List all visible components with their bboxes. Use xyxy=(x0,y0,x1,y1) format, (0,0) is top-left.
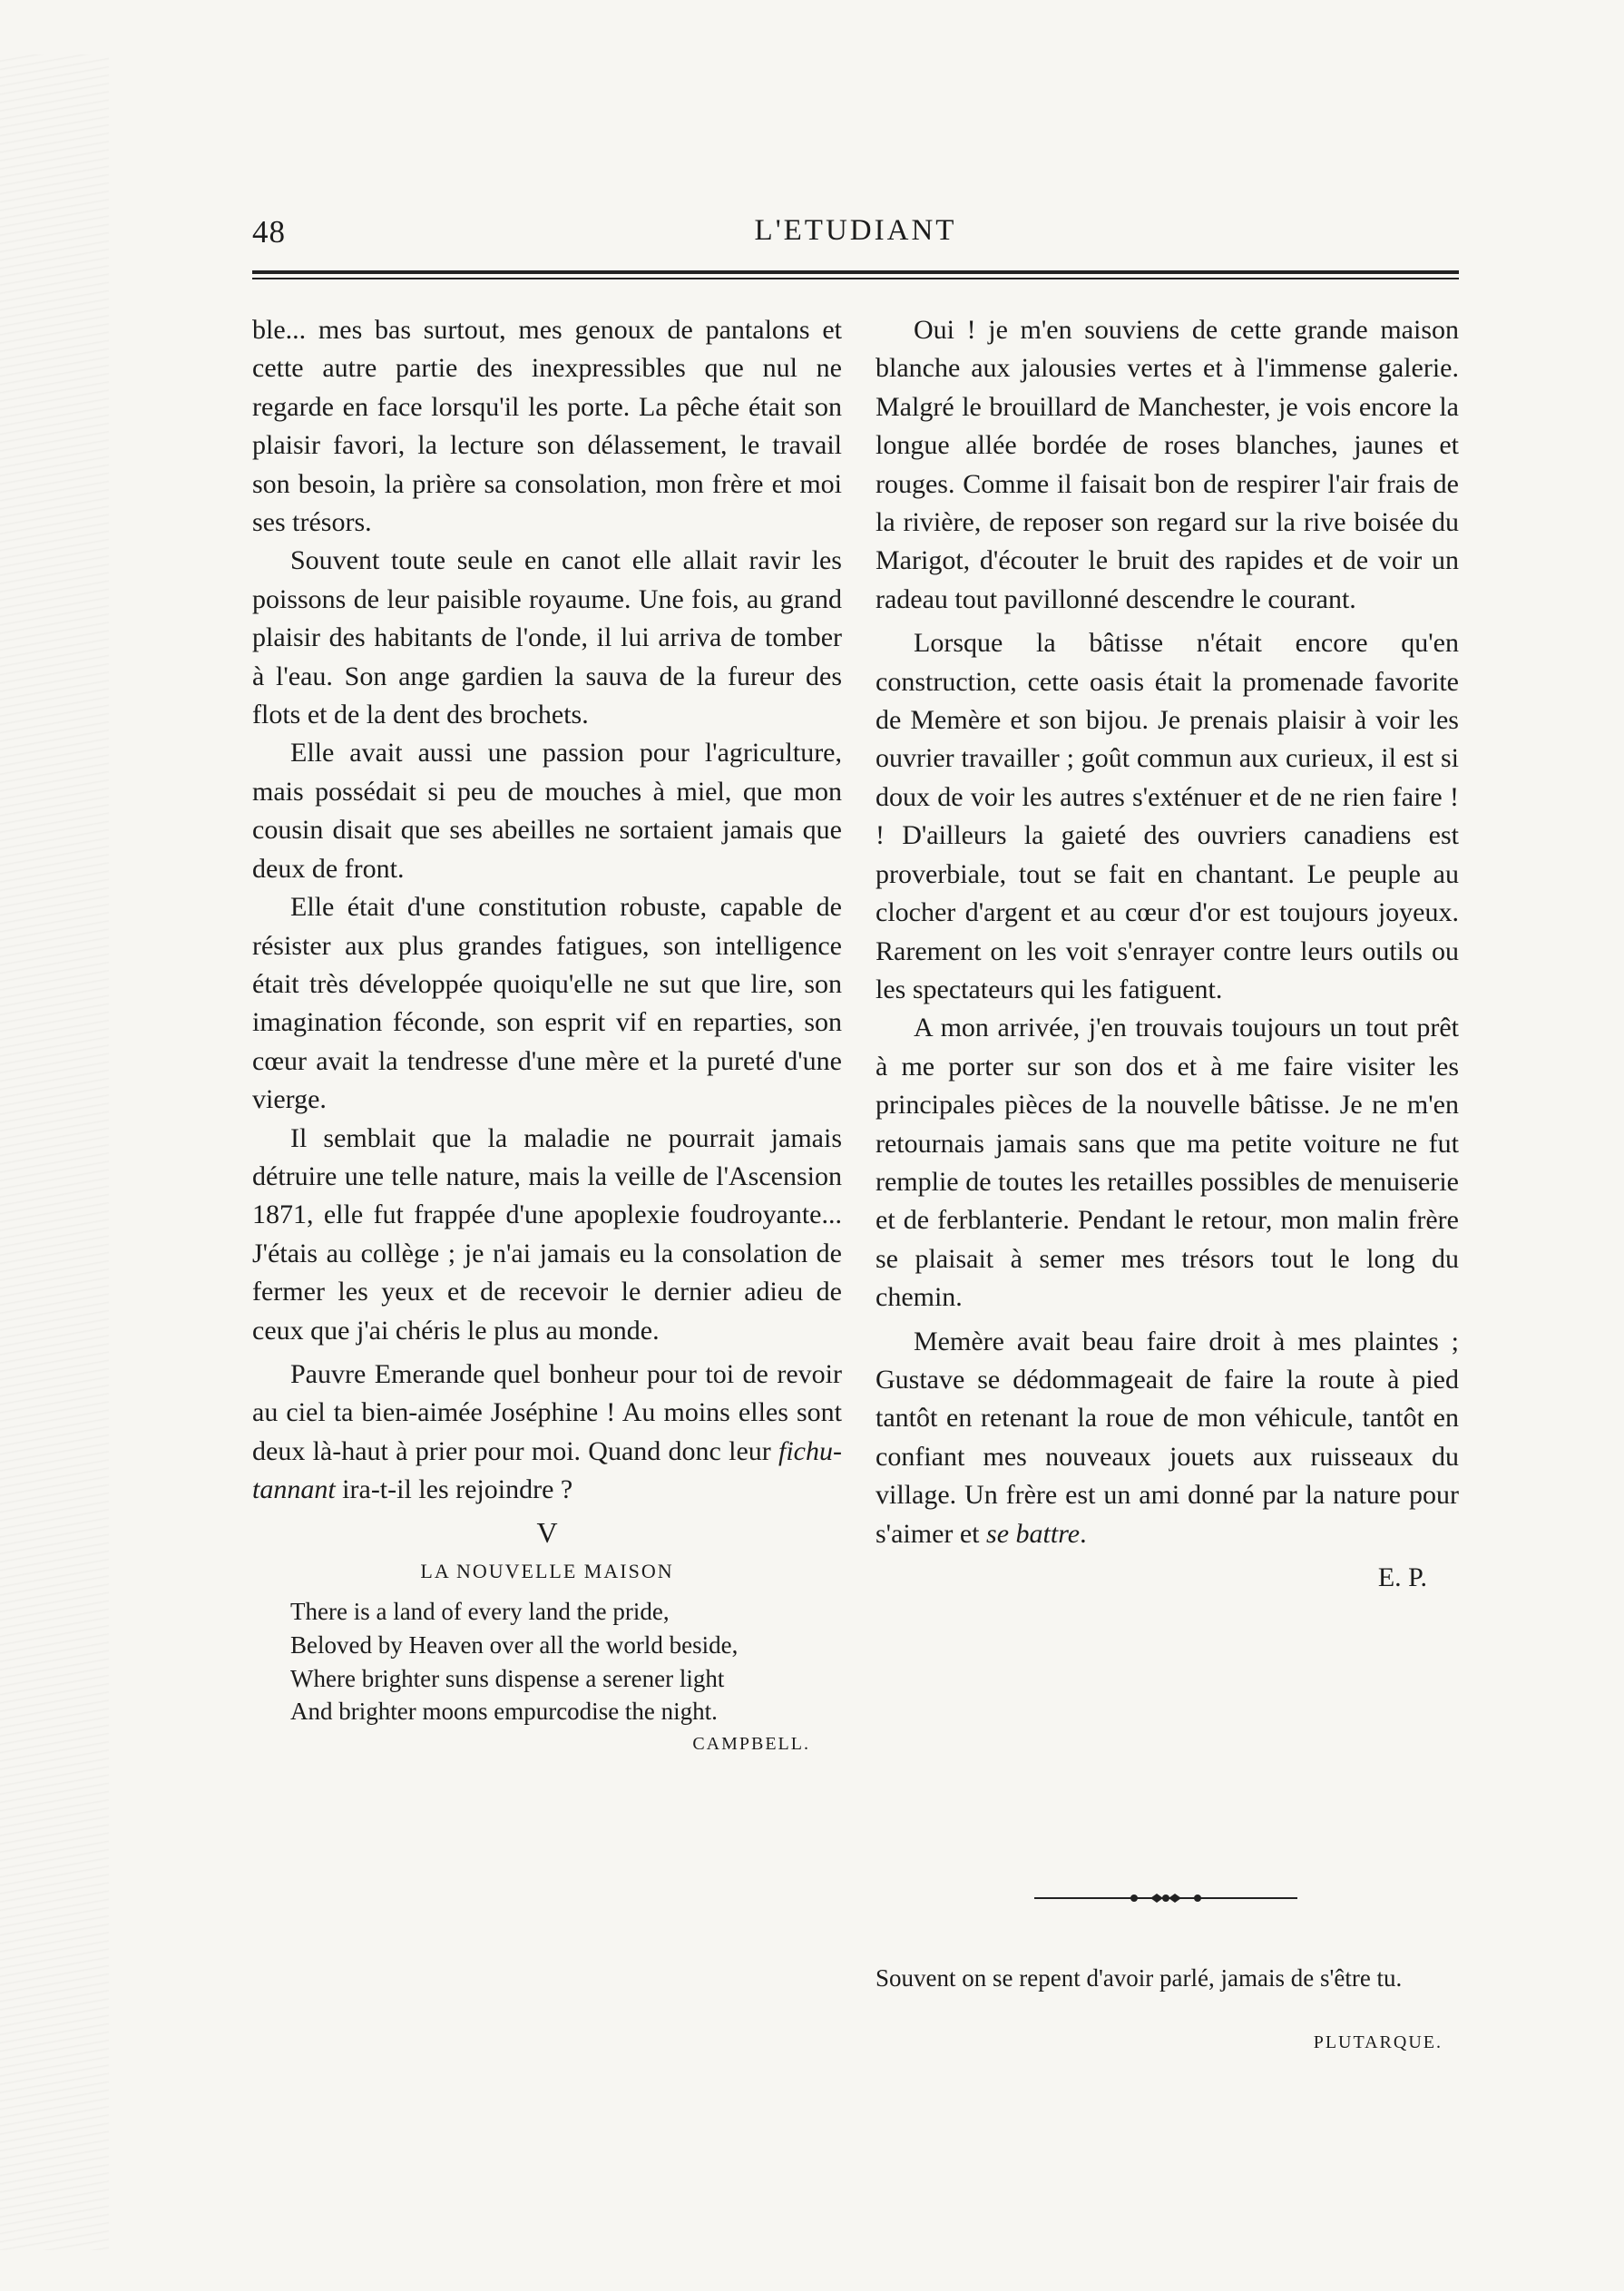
scan-noise-margin xyxy=(0,54,109,2250)
author-signature: E. P. xyxy=(1377,1562,1427,1592)
left-column xyxy=(252,311,842,1759)
paragraph-text: ira-t-il les rejoindre ? xyxy=(335,1474,573,1505)
header-rule-thick xyxy=(252,270,1459,274)
paragraph: Souvent toute seule en canot elle allait ravir les poissons de leur paisible royaume. Une fois, au grand plaisir des habitants de l'onde, il lui arriva de tomber à l'eau. Son ange gardien la sauva de la fureur des flots et de la dent des brochets. xyxy=(252,545,842,730)
italic-phrase: se battre xyxy=(986,1518,1081,1549)
epigraph-poem xyxy=(252,1595,842,1728)
poem-line: Beloved by Heaven over all the world beside, xyxy=(290,1630,739,1659)
paragraph-text: Pauvre Emerande quel bonheur pour toi de revoir au ciel ta bien-aimée Joséphine ! Au moins elles sont deux là-haut à prier pour moi. Quand donc leur xyxy=(252,1358,842,1466)
closing-quote: Souvent on se repent d'avoir parlé, jamais de s'être tu. xyxy=(876,1964,1403,1992)
ornament-divider xyxy=(1034,1889,1297,1907)
page-number: 48 xyxy=(252,214,286,250)
right-column xyxy=(876,311,1459,1597)
paragraph xyxy=(252,1356,842,1510)
journal-title: L'ETUDIANT xyxy=(754,214,957,247)
paragraph: Elle avait aussi une passion pour l'agriculture, mais possédait si peu de mouches à miel, que mon cousin disait que ses abeilles ne sortaient jamais que deux de front. xyxy=(252,738,842,884)
poem-author: CAMPBELL. xyxy=(692,1734,810,1755)
paragraph: Lorsque la bâtisse n'était encore qu'en construction, cette oasis était la promenade favorite de Memère et son bijou. Je prenais plaisir à voir les ouvrier travailler ; goût commun aux curieux, il est si doux de voir les autres s'exténuer et de ne rien faire ! ! D'ailleurs la gaieté des ouvriers canadiens est proverbiale, tout se fait en chantant. Le peuple au clocher d'argent et au cœur d'or est toujours joyeux. Rarement on les voit s'enrayer contre leurs outils ou les spectateurs qui les fatiguent. xyxy=(876,628,1459,1004)
paragraph-text: Memère avait beau faire droit à mes plaintes ; Gustave se dédommageait de faire la route à pied tantôt en retenant la roue de mon véhicule, tantôt en confiant mes nouveaux jouets aux ruisseaux du village. Un frère est un ami donné par la nature pour s'aimer et xyxy=(876,1326,1459,1549)
paragraph: A mon arrivée, j'en trouvais toujours un tout prêt à me porter sur son dos et à me faire visiter les principales pièces de la nouvelle bâtisse. Je ne m'en retournais jamais sans que ma petite voiture ne fut remplie de toutes les retailles possibles de menuiserie et de ferblanterie. Pendant le retour, mon malin frère se plaisait à semer mes trésors tout le long du chemin. xyxy=(876,1013,1459,1313)
poem-line: Where brighter suns dispense a serener light xyxy=(290,1664,725,1692)
poem-line: There is a land of every land the pride, xyxy=(290,1598,670,1625)
section-number: V xyxy=(536,1515,558,1549)
paragraph: Oui ! je m'en souviens de cette grande maison blanche aux jalousies vertes et à l'immense galerie. Malgré le brouillard de Manchester, je vois encore la longue allée bordée de roses blanches, jaunes et rouges. Comme il faisait bon de respirer l'air frais de la rivière, de reposer son regard sur la rive boisée du Marigot, d'écouter le bruit des rapides et de voir un radeau tout pavillonné descendre le courant. xyxy=(876,315,1459,614)
paragraph: Elle était d'une constitution robuste, capable de résister aux plus grandes fatigues, son intelligence était très développée quoiqu'elle ne sut que lire, son imagination féconde, son esprit vif en reparties, son cœur avait la tendresse d'une mère et la pureté d'une vierge. xyxy=(252,892,842,1115)
header-rule-thin xyxy=(252,278,1459,279)
paragraph-text: . xyxy=(1080,1518,1087,1549)
poem-line: And brighter moons empurcodise the night. xyxy=(290,1698,718,1726)
quote-author: PLUTARQUE. xyxy=(1313,2032,1443,2052)
paragraph xyxy=(876,1323,1459,1553)
page-header xyxy=(252,214,1459,269)
paragraph: Il semblait que la maladie ne pourrait jamais détruire une telle nature, mais la veille de l'Ascension 1871, elle fut frappée d'une apoplexie foudroyante... J'étais au collège ; je n'ai jamais eu la consolation de fermer les yeux et de recevoir le dernier adieu de ceux que j'ai chéris le plus au monde. xyxy=(252,1122,842,1346)
section-title: LA NOUVELLE MAISON xyxy=(420,1560,674,1582)
paragraph: ble... mes bas surtout, mes genoux de pantalons et cette autre partie des inexpressibles que nul ne regarde en face lorsqu'il les porte. La pêche était son plaisir favori, la lecture son délassement, le travail son besoin, la prière sa consolation, mon frère et moi ses trésors. xyxy=(252,315,842,538)
italic-phrase: fichu-tannant xyxy=(252,1435,842,1505)
